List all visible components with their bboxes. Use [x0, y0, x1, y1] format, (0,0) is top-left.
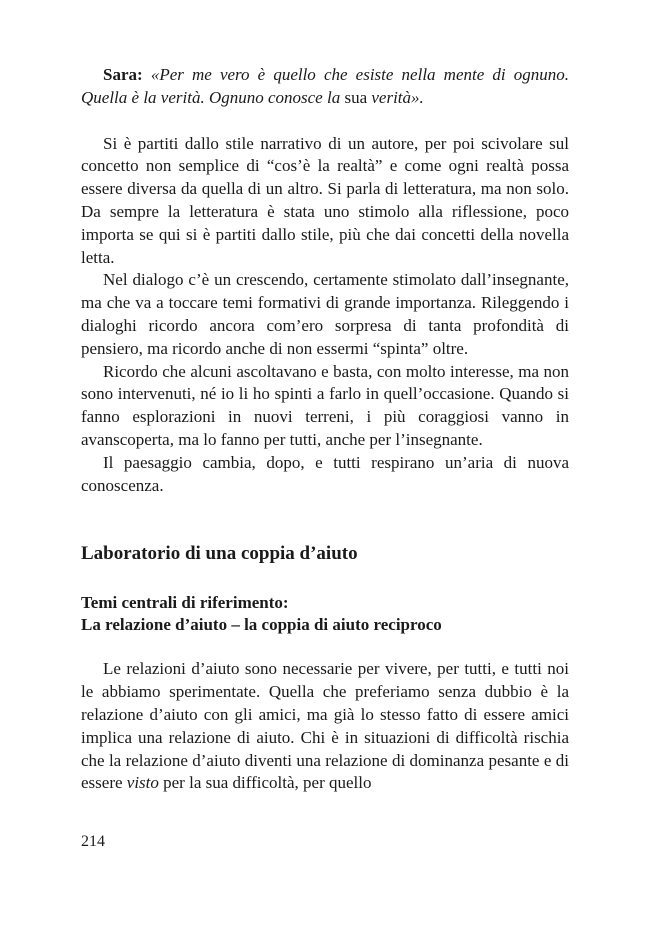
paragraph-5 [81, 658, 569, 795]
dialogue-quote [81, 64, 569, 110]
paragraph-5-text-a: Le relazioni d’aiuto sono necessarie per vivere, per tutti, e tutti noi le abbiamo sperimentate. Quella che preferiamo senza dubbio è la relazione d’aiuto con gli amici, ma già lo stesso fatto di essere amici implica una relazione di aiuto. Chi è in situazioni di difficoltà rischia che la relazione d’aiuto diventi una relazione di dominanza pesante e di essere [81, 659, 569, 793]
subheading-line-1: Temi centrali di riferimento: [81, 593, 289, 613]
paragraph-5-text-b: per la sua difficoltà, per quello [163, 773, 372, 793]
page-number: 214 [81, 833, 105, 850]
quote-text-b: sua [344, 87, 368, 107]
paragraph-4: Il paesaggio cambia, dopo, e tutti respirano un’aria di nuova conoscenza. [81, 452, 569, 495]
italic-word: visto [126, 773, 159, 793]
section-title: Laboratorio di una coppia d’aiuto [81, 543, 358, 565]
quote-text-c: verità». [371, 87, 424, 107]
paragraph-1: Si è partiti dallo stile narrativo di un autore, per poi scivolare sul concetto non semplice di “cos’è la realtà” e come ogni realtà possa essere diversa da quella di un altro. Si parla di letteratura, ma non solo. Da sempre la letteratura è stata uno stimolo alla riflessione, poco importa se qui si è partiti dallo stile, più che dai concetti della novella letta. [81, 133, 569, 267]
subheading-line-2: La relazione d’aiuto – la coppia di aiuto reciproco [81, 615, 442, 635]
speaker-name: Sara: [103, 65, 143, 84]
page-body [81, 64, 569, 795]
quote-text-a: «Per me vero è quello che esiste nella mente di ognuno. Quella è la verità. Ognuno conosce la [81, 65, 570, 107]
paragraph-2: Nel dialogo c’è un crescendo, certamente stimolato dall’insegnante, ma che va a toccare temi formativi di grande importanza. Rileggendo i dialoghi ricordo ancora com’ero sorpresa di tanta profondità di pensiero, ma ricordo anche di non essermi “spinta” oltre. [81, 270, 569, 358]
paragraph-3: Ricordo che alcuni ascoltavano e basta, con molto interesse, ma non sono intervenuti, né io li ho spinti a farlo in quell’occasione. Quando si fanno esplorazioni in nuovi terreni, i più coraggiosi vanno in avanscoperta, ma lo fanno per tutti, anche per l’insegnante. [81, 361, 569, 449]
